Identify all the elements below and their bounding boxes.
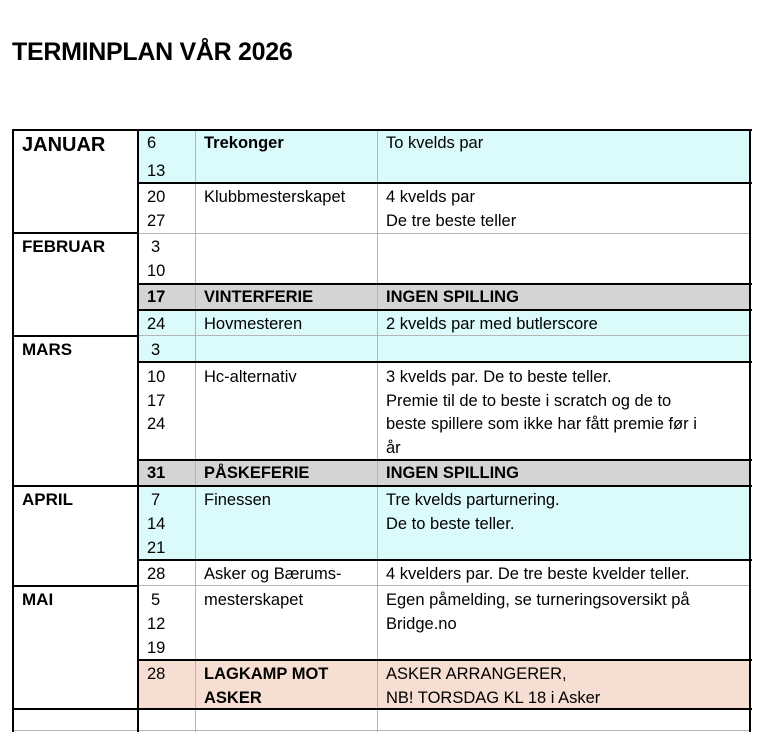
event-desc: De tre beste teller (386, 212, 517, 230)
date: 13 (147, 162, 166, 180)
event-desc: 3 kvelds par. De to beste teller. (386, 368, 612, 386)
event-name: Klubbmesterskapet (204, 188, 346, 206)
date: 24 (147, 415, 166, 433)
event-desc: 2 kvelds par med butlerscore (386, 315, 598, 333)
date: 28 (147, 565, 166, 583)
month-februar: FEBRUAR (22, 237, 106, 256)
event-desc: Bridge.no (386, 615, 457, 633)
date: 24 (147, 315, 166, 333)
event-desc: beste spillere som ikke har fått premie før i (386, 415, 697, 433)
event-desc: 4 kvelds par (386, 188, 475, 206)
date: 14 (147, 515, 166, 533)
date: 20 (147, 188, 166, 206)
event-desc: NB! TORSDAG KL 18 i Asker (386, 689, 601, 707)
event-desc: De to beste teller. (386, 515, 515, 533)
event-desc: Premie til de to beste i scratch og de to (386, 392, 672, 410)
date: 21 (147, 539, 166, 557)
date: 19 (147, 639, 166, 657)
event-name: PÅSKEFERIE (204, 464, 310, 482)
event-name: Trekonger (204, 134, 284, 152)
event-name: Hovmesteren (204, 315, 303, 333)
event-desc: år (386, 439, 401, 457)
event-desc: To kvelds par (386, 134, 484, 152)
event-name: Hc-alternativ (204, 368, 297, 386)
month-januar: JANUAR (22, 134, 106, 156)
date: 3 (151, 238, 161, 256)
date: 10 (147, 262, 166, 280)
month-april: APRIL (22, 490, 73, 509)
event-desc: 4 kvelders par. De tre beste kvelder teller. (386, 565, 690, 583)
date: 31 (147, 464, 166, 482)
event-desc: INGEN SPILLING (386, 464, 519, 482)
event-desc: Egen påmelding, se turneringsoversikt på (386, 591, 690, 609)
month-mars: MARS (22, 340, 73, 359)
event-desc: INGEN SPILLING (386, 288, 519, 306)
date: 17 (147, 392, 166, 410)
date: 3 (151, 341, 161, 359)
date: 7 (151, 491, 161, 509)
date: 6 (147, 134, 157, 152)
date: 28 (147, 665, 166, 683)
event-name: VINTERFERIE (204, 288, 314, 306)
date: 5 (151, 591, 161, 609)
event-name: Finessen (204, 491, 271, 509)
month-mai: MAI (22, 590, 54, 609)
event-desc: ASKER ARRANGERER, (386, 665, 567, 683)
event-name: ASKER (204, 689, 262, 707)
page-title: TERMINPLAN VÅR 2026 (12, 38, 293, 66)
event-name: LAGKAMP MOT (204, 665, 329, 683)
event-name: Asker og Bærums- (204, 565, 342, 583)
date: 17 (147, 288, 166, 306)
date: 10 (147, 368, 166, 386)
date: 12 (147, 615, 166, 633)
event-name: mesterskapet (204, 591, 304, 609)
event-desc: Tre kvelds parturnering. (386, 491, 560, 509)
date: 27 (147, 212, 166, 230)
